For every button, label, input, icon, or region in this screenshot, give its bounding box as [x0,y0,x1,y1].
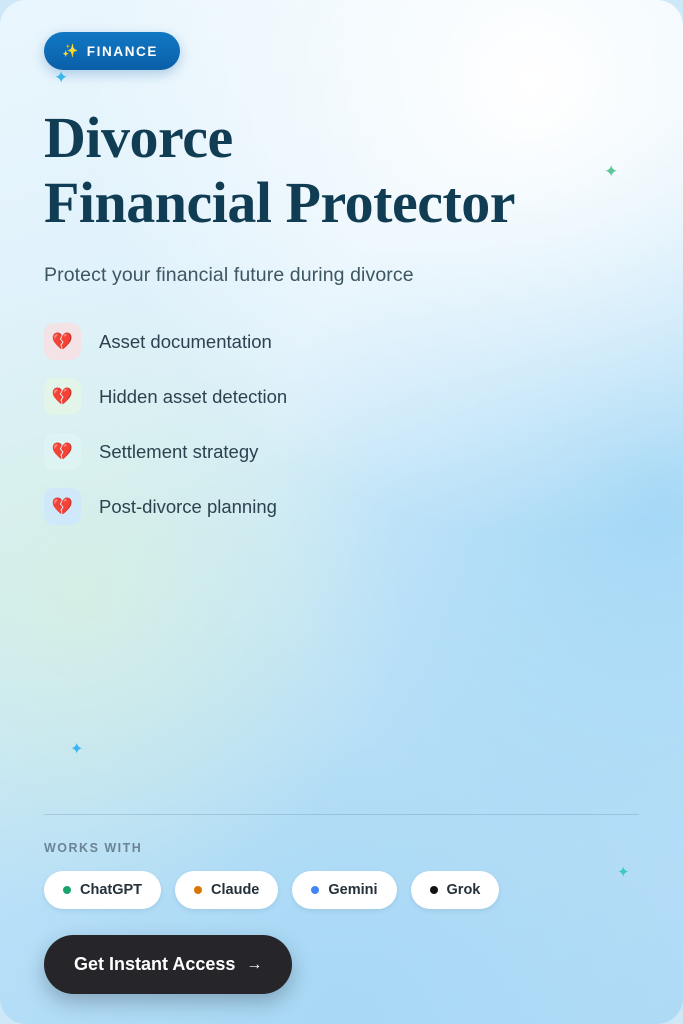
status-dot-icon [194,886,202,894]
chip-claude[interactable] [175,871,278,909]
chip-grok[interactable] [411,871,500,909]
chip-chatgpt[interactable] [44,871,161,909]
card-footer [44,814,639,1024]
feature-label: Hidden asset detection [99,385,288,407]
divider [44,814,639,815]
chip-label: ChatGPT [80,882,143,898]
broken-heart-icon: 💔 [44,488,81,525]
page-title-line-2: Financial Protector [44,169,516,235]
badge-container [44,32,180,87]
compatibility-chips [44,871,639,909]
chip-gemini[interactable] [292,871,396,909]
sparkle-decor-icon: ✦ [617,864,630,881]
list-item [44,378,639,416]
list-item [44,433,639,471]
list-item [44,323,639,361]
sparkle-accent-icon: ✦ [54,68,69,87]
works-with-label: WORKS WITH [44,841,143,855]
get-instant-access-button[interactable] [44,935,292,994]
status-dot-icon [430,886,438,894]
broken-heart-icon: 💔 [44,323,81,360]
feature-label: Post-divorce planning [99,495,277,517]
chip-label: Grok [446,882,481,898]
sparkle-decor-icon: ✦ [604,162,619,181]
broken-heart-icon: 💔 [44,433,81,470]
category-badge[interactable] [44,32,180,70]
status-dot-icon [63,886,71,894]
page-title [44,106,639,236]
sparkle-icon: ✨ [62,43,80,58]
broken-heart-icon: 💔 [44,378,81,415]
feature-label: Settlement strategy [99,440,259,462]
page-title-line-1: Divorce [44,105,233,170]
list-item [44,488,639,526]
feature-label: Asset documentation [99,330,272,352]
cta-label: Get Instant Access [74,954,236,974]
page-subtitle: Protect your financial future during divorce [44,263,414,286]
status-dot-icon [311,886,319,894]
category-badge-label: FINANCE [86,43,158,59]
sparkle-decor-icon: ✦ [70,741,84,758]
chip-label: Claude [211,882,260,898]
chip-label: Gemini [328,882,378,898]
feature-list [44,323,639,526]
arrow-right-icon: → [246,955,263,973]
